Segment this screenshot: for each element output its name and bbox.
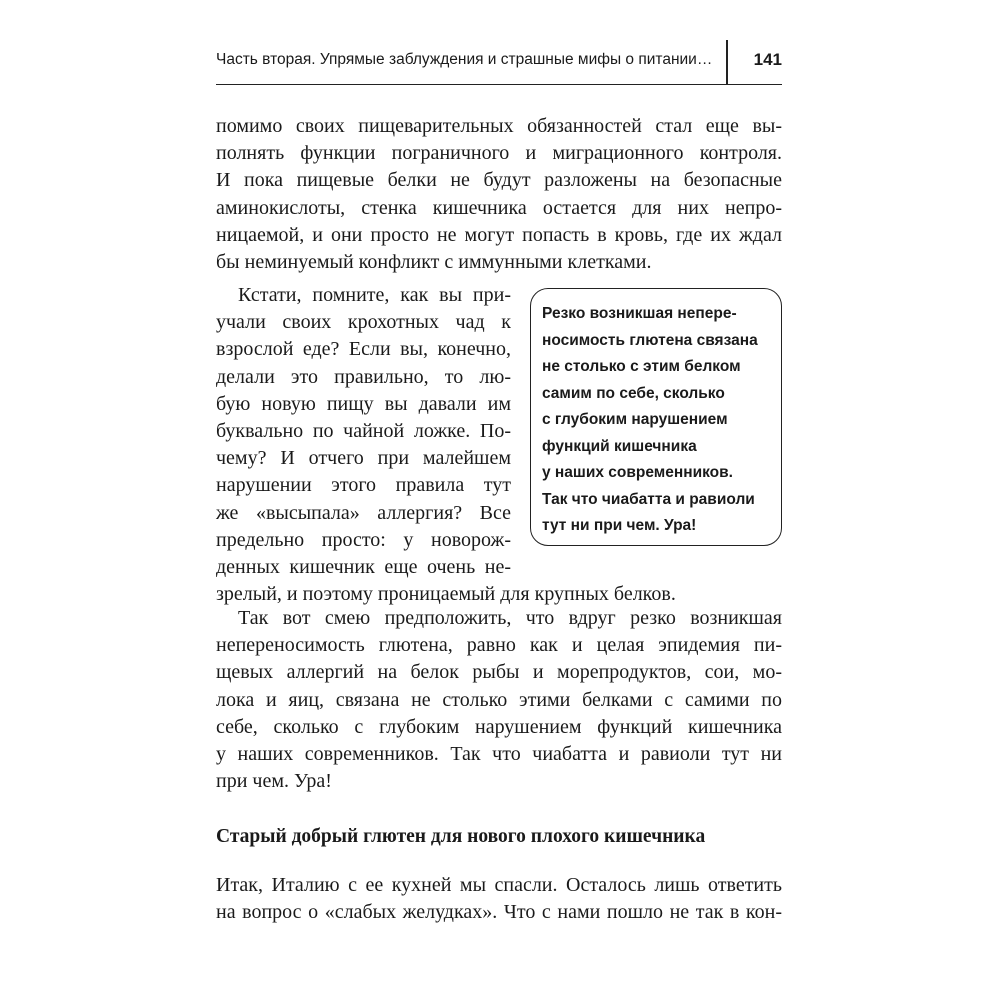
text-line: предельно просто: у новорож- (216, 528, 511, 551)
page-header (216, 40, 782, 85)
running-head: Часть вторая. Упрямые заблуждения и страшные мифы о питании… (216, 51, 713, 68)
paragraph-3 (216, 605, 782, 795)
callout-line: тут ни при чем. Ура! (542, 517, 697, 534)
text-line: аминокислоты, стенка кишечника остается для них непро- (216, 196, 782, 219)
callout-line: не столько с этим белком (542, 358, 741, 375)
callout-box (530, 288, 782, 546)
text-line: учали своих крохотных чад к (216, 311, 511, 334)
text-line: же «высыпала» аллергия? Все (216, 501, 511, 524)
text-line: щевых аллергий на белок рыбы и морепродуктов, сои, мо- (216, 661, 782, 684)
text-line: при чем. Ура! (216, 770, 332, 793)
section-heading: Старый добрый глютен для нового плохого кишечника (216, 826, 706, 847)
text-line: у наших современников. Так что чиабатта и равиоли тут ни (216, 743, 782, 766)
text-line: себе, сколько с глубоким нарушением функций кишечника (216, 715, 782, 738)
paragraph-1 (216, 113, 782, 276)
text-line: И пока пищевые белки не будут разложены на безопасные (216, 169, 782, 192)
callout-line: функций кишечника (542, 437, 697, 455)
page-number: 141 (753, 50, 782, 69)
callout-line: Так что чиабатта и равиоли (542, 490, 755, 508)
text-line: зрелый, и поэтому проницаемый для крупных белков. (216, 583, 676, 606)
callout-text (542, 301, 758, 540)
text-line: нарушении этого правила тут (216, 474, 511, 497)
callout-line: самим по себе, сколько (542, 384, 725, 402)
callout-line: носимость глютена связана (542, 331, 758, 349)
text-line: помимо своих пищеварительных обязанностей стал еще вы- (216, 115, 782, 137)
text-line: полнять функции пограничного и миграционного контроля. (216, 142, 782, 165)
text-line: Так вот смею предположить, что вдруг резко возникшая (238, 607, 782, 629)
text-line: делали это правильно, то лю- (216, 365, 511, 388)
text-line: бую новую пищу вы давали им (216, 392, 511, 415)
callout-line: Резко возникшая непере- (542, 305, 737, 322)
text-line: непереносимость глютена, равно как и целая эпидемия пи- (216, 634, 782, 657)
callout-line: у наших современников. (542, 464, 733, 481)
text-line: бы неминуемый конфликт с иммунными клетками. (216, 251, 652, 274)
text-line: буквально по чайной ложке. По- (216, 420, 511, 443)
text-line: ницаемой, и они просто не могут попасть в кровь, где их ждал (216, 223, 782, 246)
text-line: Итак, Италию с ее кухней мы спасли. Осталось лишь ответить (216, 874, 782, 896)
text-line: лока и яиц, связана не столько этими белками с самими по (216, 688, 782, 711)
text-line: денных кишечник еще очень не- (216, 556, 511, 579)
callout-line: с глубоким нарушением (542, 411, 728, 428)
text-line: на вопрос о «слабых желудках». Что с нами пошло не так в кон- (216, 901, 782, 924)
text-line: чему? И отчего при малейшем (216, 447, 511, 470)
paragraph-4 (216, 872, 782, 926)
text-line: взрослой еде? Если вы, конечно, (216, 338, 511, 361)
text-line: Кстати, помните, как вы при- (238, 284, 511, 306)
